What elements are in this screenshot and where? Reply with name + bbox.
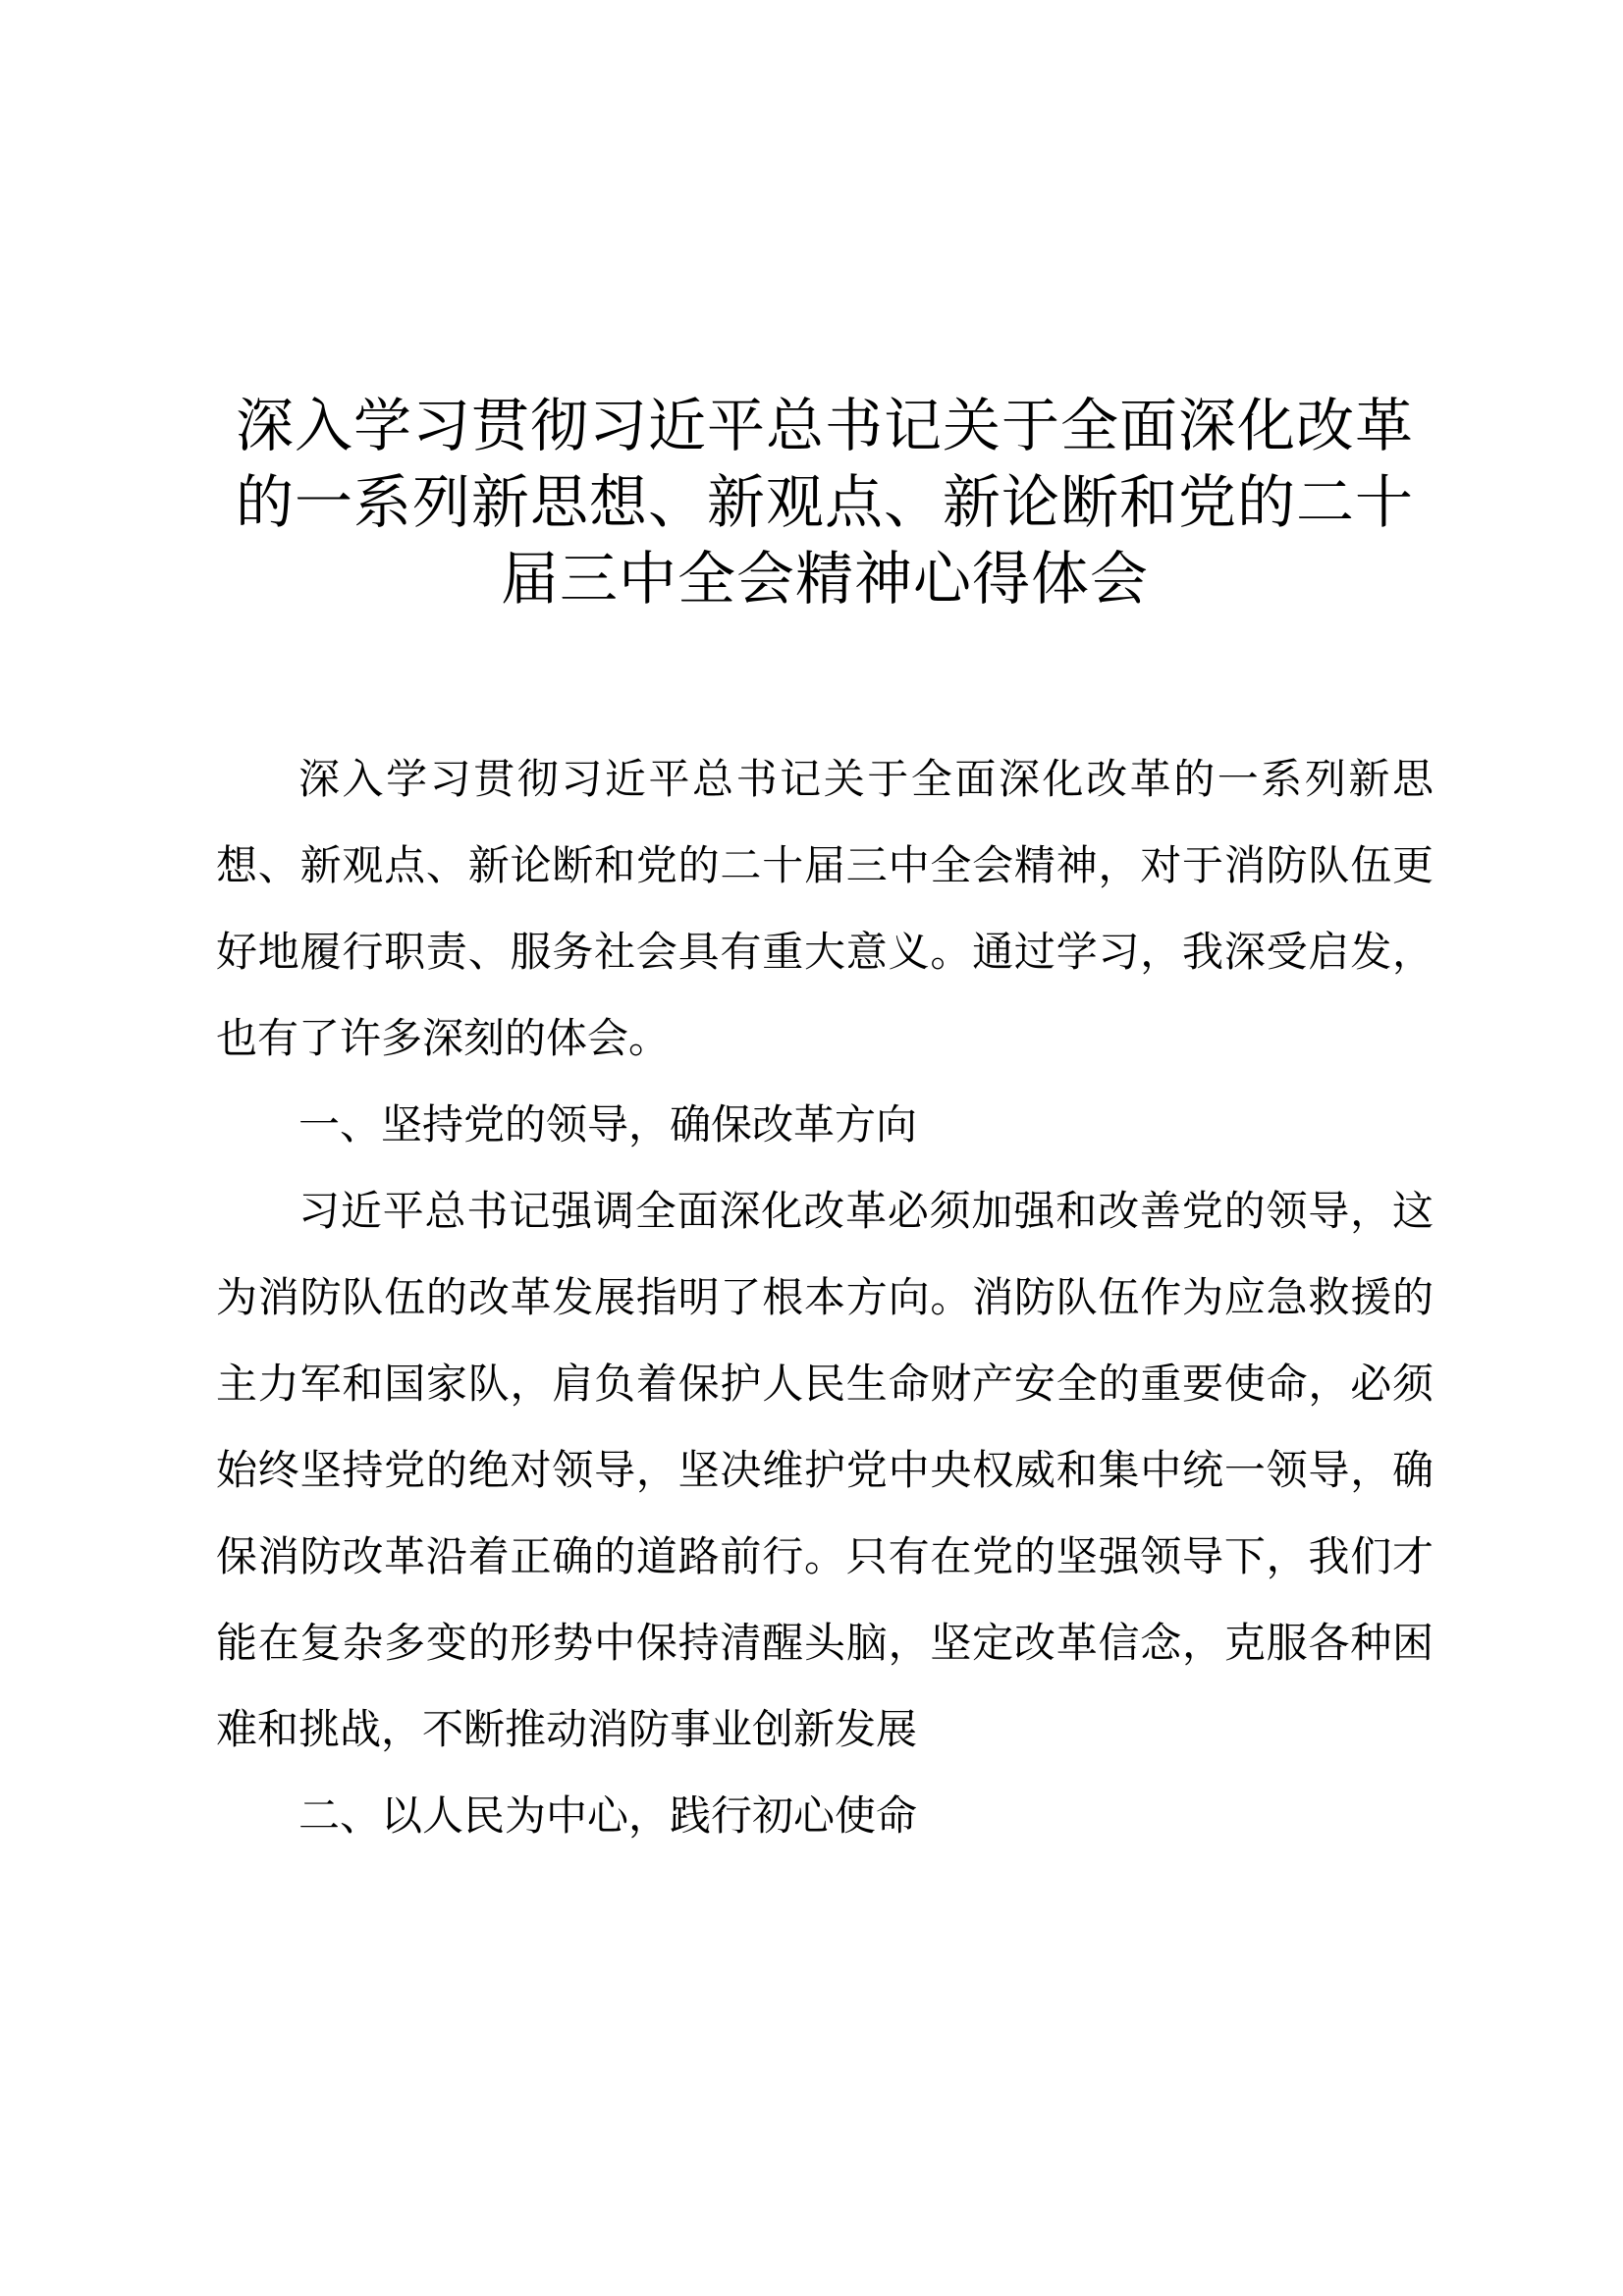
title-line: 的一系列新思想、新观点、新论断和党的二十 [235, 468, 1414, 536]
document-title [211, 388, 1438, 617]
title-line: 届三中全会精神心得体会 [500, 545, 1149, 613]
title-line: 深入学习贯彻习近平总书记关于全面深化改革 [235, 392, 1414, 459]
section-heading-2: 二、以人民为中心，践行初心使命 [298, 1791, 918, 1840]
intro-paragraph: 深入学习贯彻习近平总书记关于全面深化改革的一系列新思想、新观点、新论断和党的二十届三中全会精神，对于消防队伍更好地履行职责、服务社会具有重大意义。通过学习，我深受启发，也有了许多深刻的体会。 [216, 755, 1434, 1062]
section-heading-1: 一、坚持党的领导，确保改革方向 [298, 1100, 918, 1148]
section-1-paragraph: 习近平总书记强调全面深化改革必须加强和改善党的领导，这为消防队伍的改革发展指明了根本方向。消防队伍作为应急救援的主力军和国家队，肩负着保护人民生命财产安全的重要使命，必须始终坚持党的绝对领导，坚决维护党中央权威和集中统一领导，确保消防改革沿着正确的道路前行。只有在党的坚强领导下，我们才能在复杂多变的形势中保持清醒头脑，坚定改革信念，克服各种困难和挑战，不断推动消防事业创新发展 [216, 1187, 1434, 1753]
document-body [216, 736, 1434, 1859]
